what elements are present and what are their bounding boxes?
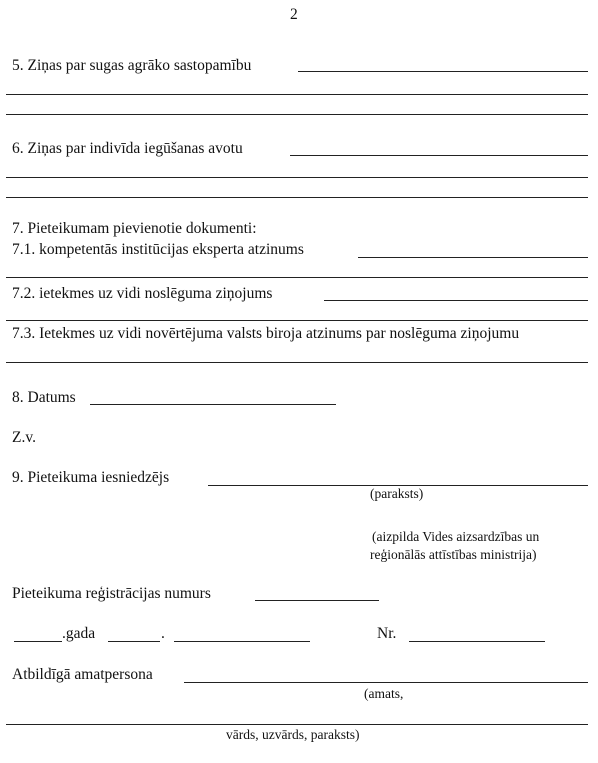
official-position-field[interactable]: [184, 682, 588, 683]
official-caption-1: (amats,: [364, 686, 404, 701]
official-caption-2: vārds, uzvārds, paraksts): [226, 727, 360, 742]
section-6-label: 6. Ziņas par indivīda iegūšanas avotu: [12, 140, 243, 157]
section-6-line-2[interactable]: [6, 177, 588, 178]
ministry-note-line-1: (aizpilda Vides aizsardzības un: [372, 529, 540, 544]
nr-label: Nr.: [377, 625, 397, 642]
official-name-signature-field[interactable]: [6, 724, 588, 725]
section-6-line-3[interactable]: [6, 197, 588, 198]
month-field[interactable]: [174, 641, 310, 642]
registration-number-field[interactable]: [255, 600, 379, 601]
section-7-2-line-2[interactable]: [6, 320, 588, 321]
nr-field[interactable]: [409, 641, 545, 642]
section-7-2-label: 7.2. ietekmes uz vidi noslēguma ziņojums: [12, 285, 273, 302]
registration-number-label: Pieteikuma reģistrācijas numurs: [12, 585, 211, 602]
section-7-label: 7. Pieteikumam pievienotie dokumenti:: [12, 220, 257, 237]
section-7-1-field[interactable]: [358, 257, 588, 258]
stamp-place-label: Z.v.: [12, 429, 36, 446]
year-field[interactable]: [14, 641, 62, 642]
section-7-1-label: 7.1. kompetentās institūcijas eksperta atzinums: [12, 241, 304, 258]
year-label: .gada: [62, 625, 96, 642]
day-field[interactable]: [108, 641, 160, 642]
date-field[interactable]: [90, 404, 336, 405]
section-5-line-3[interactable]: [6, 114, 588, 115]
signature-caption: (paraksts): [370, 486, 424, 501]
ministry-note-line-2: reģionālās attīstības ministrija): [370, 547, 537, 562]
section-8-label: 8. Datums: [12, 389, 76, 406]
page-number: 2: [290, 6, 298, 23]
official-label: Atbildīgā amatpersona: [12, 666, 153, 683]
section-9-label: 9. Pieteikuma iesniedzējs: [12, 469, 170, 486]
section-5-line-2[interactable]: [6, 94, 588, 95]
section-7-1-line-2[interactable]: [6, 277, 588, 278]
section-5-field[interactable]: [298, 71, 588, 72]
section-7-3-label: 7.3. Ietekmes uz vidi novērtējuma valsts biroja atzinums par noslēguma ziņojumu: [12, 325, 520, 342]
section-7-3-line[interactable]: [6, 362, 588, 363]
section-6-field[interactable]: [290, 155, 588, 156]
section-7-2-field[interactable]: [324, 300, 588, 301]
section-5-label: 5. Ziņas par sugas agrāko sastopamību: [12, 57, 252, 74]
day-separator: .: [161, 625, 165, 642]
